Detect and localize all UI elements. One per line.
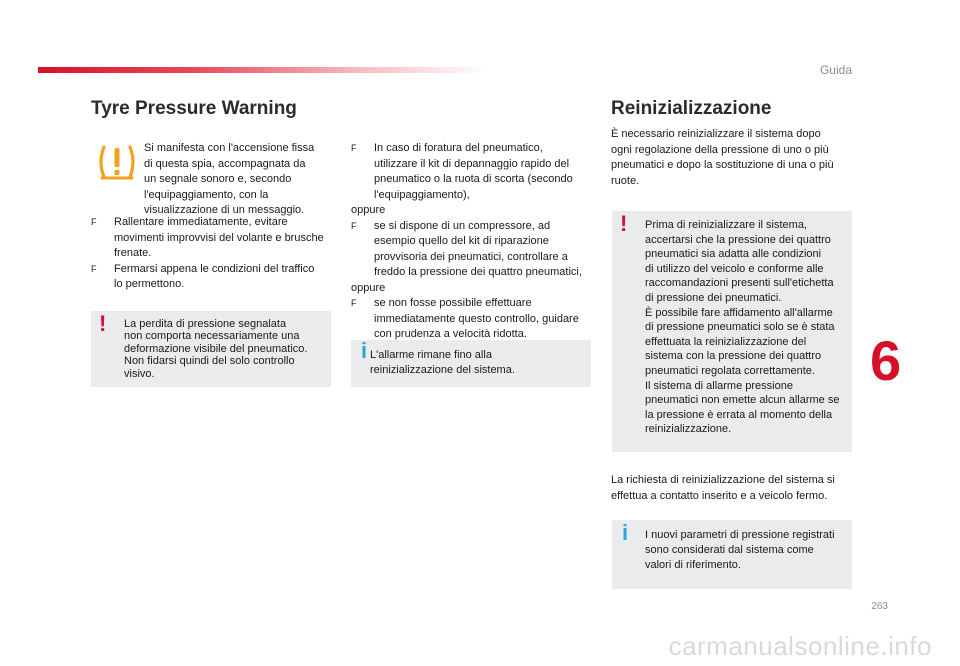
text-line: pneumatico o la ruota di scorta (secondo	[374, 173, 573, 185]
text-line: esempio quello del kit di riparazione	[374, 235, 549, 247]
text-line: un segnale sonoro e, secondo	[144, 173, 292, 185]
text-line: In caso di foratura del pneumatico,	[374, 142, 543, 154]
text-line: immediatamente questo controllo, guidare	[374, 312, 579, 325]
text-line: frenate.	[114, 247, 152, 259]
list-item	[91, 262, 336, 293]
right-intro	[611, 127, 856, 189]
text-line: movimenti improvvisi del volante e brusche	[114, 231, 324, 244]
oppure-separator: oppure	[351, 204, 386, 216]
text-line: reinizializzazione del sistema.	[370, 364, 515, 376]
bullet-marker: F	[91, 263, 97, 274]
text-line: se non fosse possibile effettuare	[374, 297, 532, 309]
text-line: l'equipaggiamento, con la	[144, 188, 269, 201]
info-text	[645, 528, 855, 573]
info-icon: i	[622, 520, 629, 545]
text-line: sono considerati dal sistema come	[645, 544, 814, 556]
info-icon: i	[361, 338, 368, 363]
text-line: non comporta necessariamente una	[124, 330, 300, 343]
warning-text	[124, 318, 329, 380]
right-para2	[611, 473, 861, 504]
text-line: Rallentare immediatamente, evitare	[114, 216, 288, 228]
text-line: pneumatici non emette alcun allarme se	[645, 394, 840, 407]
tyre-pressure-warning-icon	[96, 143, 138, 181]
left-bullets	[91, 215, 336, 293]
text-line: di pressione pneumatici solo se è stata	[645, 321, 835, 334]
bullet-marker: F	[351, 143, 357, 153]
right-info-box	[612, 520, 852, 589]
header-accent-bar	[38, 67, 488, 73]
tyre-pressure-title: Tyre Pressure Warning	[91, 98, 297, 119]
bullet-marker: F	[351, 220, 357, 231]
text-line: effettuata la reinizializzazione del	[645, 335, 807, 348]
text-line: lo permettono.	[114, 278, 185, 290]
text-line: utilizzare il kit di depannaggio rapido del	[374, 157, 570, 170]
text-line: freddo la pressione dei quattro pneumatici,	[374, 266, 582, 278]
right-warning-box	[612, 211, 852, 452]
text-line: ogni regolazione della pressione di uno o più	[611, 143, 829, 156]
text-line: visivo.	[124, 367, 155, 380]
bullet-marker: F	[91, 217, 97, 227]
text-line: Non fidarsi quindi del solo controllo	[124, 355, 295, 368]
text-line: È necessario reinizializzare il sistema dopo	[611, 128, 821, 140]
text-line: di utilizzo del veicolo e conforme alle	[645, 262, 824, 275]
list-item	[351, 141, 596, 203]
text-line: Prima di reinizializzare il sistema,	[645, 219, 807, 231]
text-line: Si manifesta con l'accensione fissa	[144, 142, 315, 154]
bullet-marker: F	[351, 298, 357, 308]
text-line: Il sistema di allarme pressione	[645, 379, 793, 392]
watermark-link[interactable]: carmanualsonline.info	[668, 631, 932, 661]
chapter-number: 6	[870, 329, 902, 392]
text-line: visualizzazione di un messaggio.	[144, 204, 305, 216]
text-line: La richiesta di reinizializzazione del sistema si	[611, 474, 835, 486]
middle-info-box	[351, 340, 591, 387]
text-line: pneumatici e dopo la sostituzione di una o più	[611, 159, 834, 171]
text-line: l'equipaggiamento),	[374, 188, 470, 201]
text-line: raccomandazioni presenti sull'etichetta	[645, 277, 834, 290]
text-line: L'allarme rimane fino alla	[370, 349, 492, 361]
text-line: La perdita di pressione segnalata	[124, 318, 287, 330]
text-line: effettua a contatto inserito e a veicolo fermo.	[611, 489, 828, 502]
text-line: reinizializzazione.	[645, 423, 732, 436]
text-line: la pressione è errata al momento della	[645, 408, 833, 421]
text-line: pneumatici regolata correttamente.	[645, 364, 815, 377]
text-line: di questa spia, accompagnata da	[144, 157, 306, 170]
text-line: deformazione visibile del pneumatico.	[124, 342, 308, 355]
text-line: È possibile fare affidamento all'allarme	[645, 306, 833, 319]
text-line: valori di riferimento.	[645, 559, 741, 571]
warning-text	[645, 218, 855, 437]
text-line: I nuovi parametri di pressione registrati	[645, 529, 835, 541]
section-header: Guida	[819, 63, 852, 77]
text-line: se si dispone di un compressore, ad	[374, 219, 551, 232]
oppure-separator: oppure	[351, 281, 386, 294]
left-warning-box	[91, 311, 331, 387]
text-line: sistema con la pressione dei quattro	[645, 350, 822, 363]
left-intro	[144, 141, 344, 219]
info-text	[370, 348, 580, 378]
list-item	[351, 296, 596, 343]
text-line: provvisoria dei pneumatici, controllare a	[374, 250, 568, 263]
page-number: 263	[871, 601, 888, 612]
list-item	[351, 219, 596, 281]
exclamation-icon: !	[99, 311, 107, 336]
list-item	[91, 215, 336, 262]
reinizializzazione-title: Reinizializzazione	[611, 98, 772, 119]
text-line: con prudenza a velocità ridotta.	[374, 328, 527, 340]
middle-bullets	[351, 141, 596, 343]
text-line: accertarsi che la pressione dei quattro	[645, 233, 831, 246]
text-line: pneumatici sia adatta alle condizioni	[645, 248, 822, 261]
text-line: ruote.	[611, 174, 640, 187]
text-line: Fermarsi appena le condizioni del traffico	[114, 262, 315, 275]
exclamation-icon: !	[620, 211, 628, 236]
text-line: di pressione dei pneumatici.	[645, 291, 782, 304]
